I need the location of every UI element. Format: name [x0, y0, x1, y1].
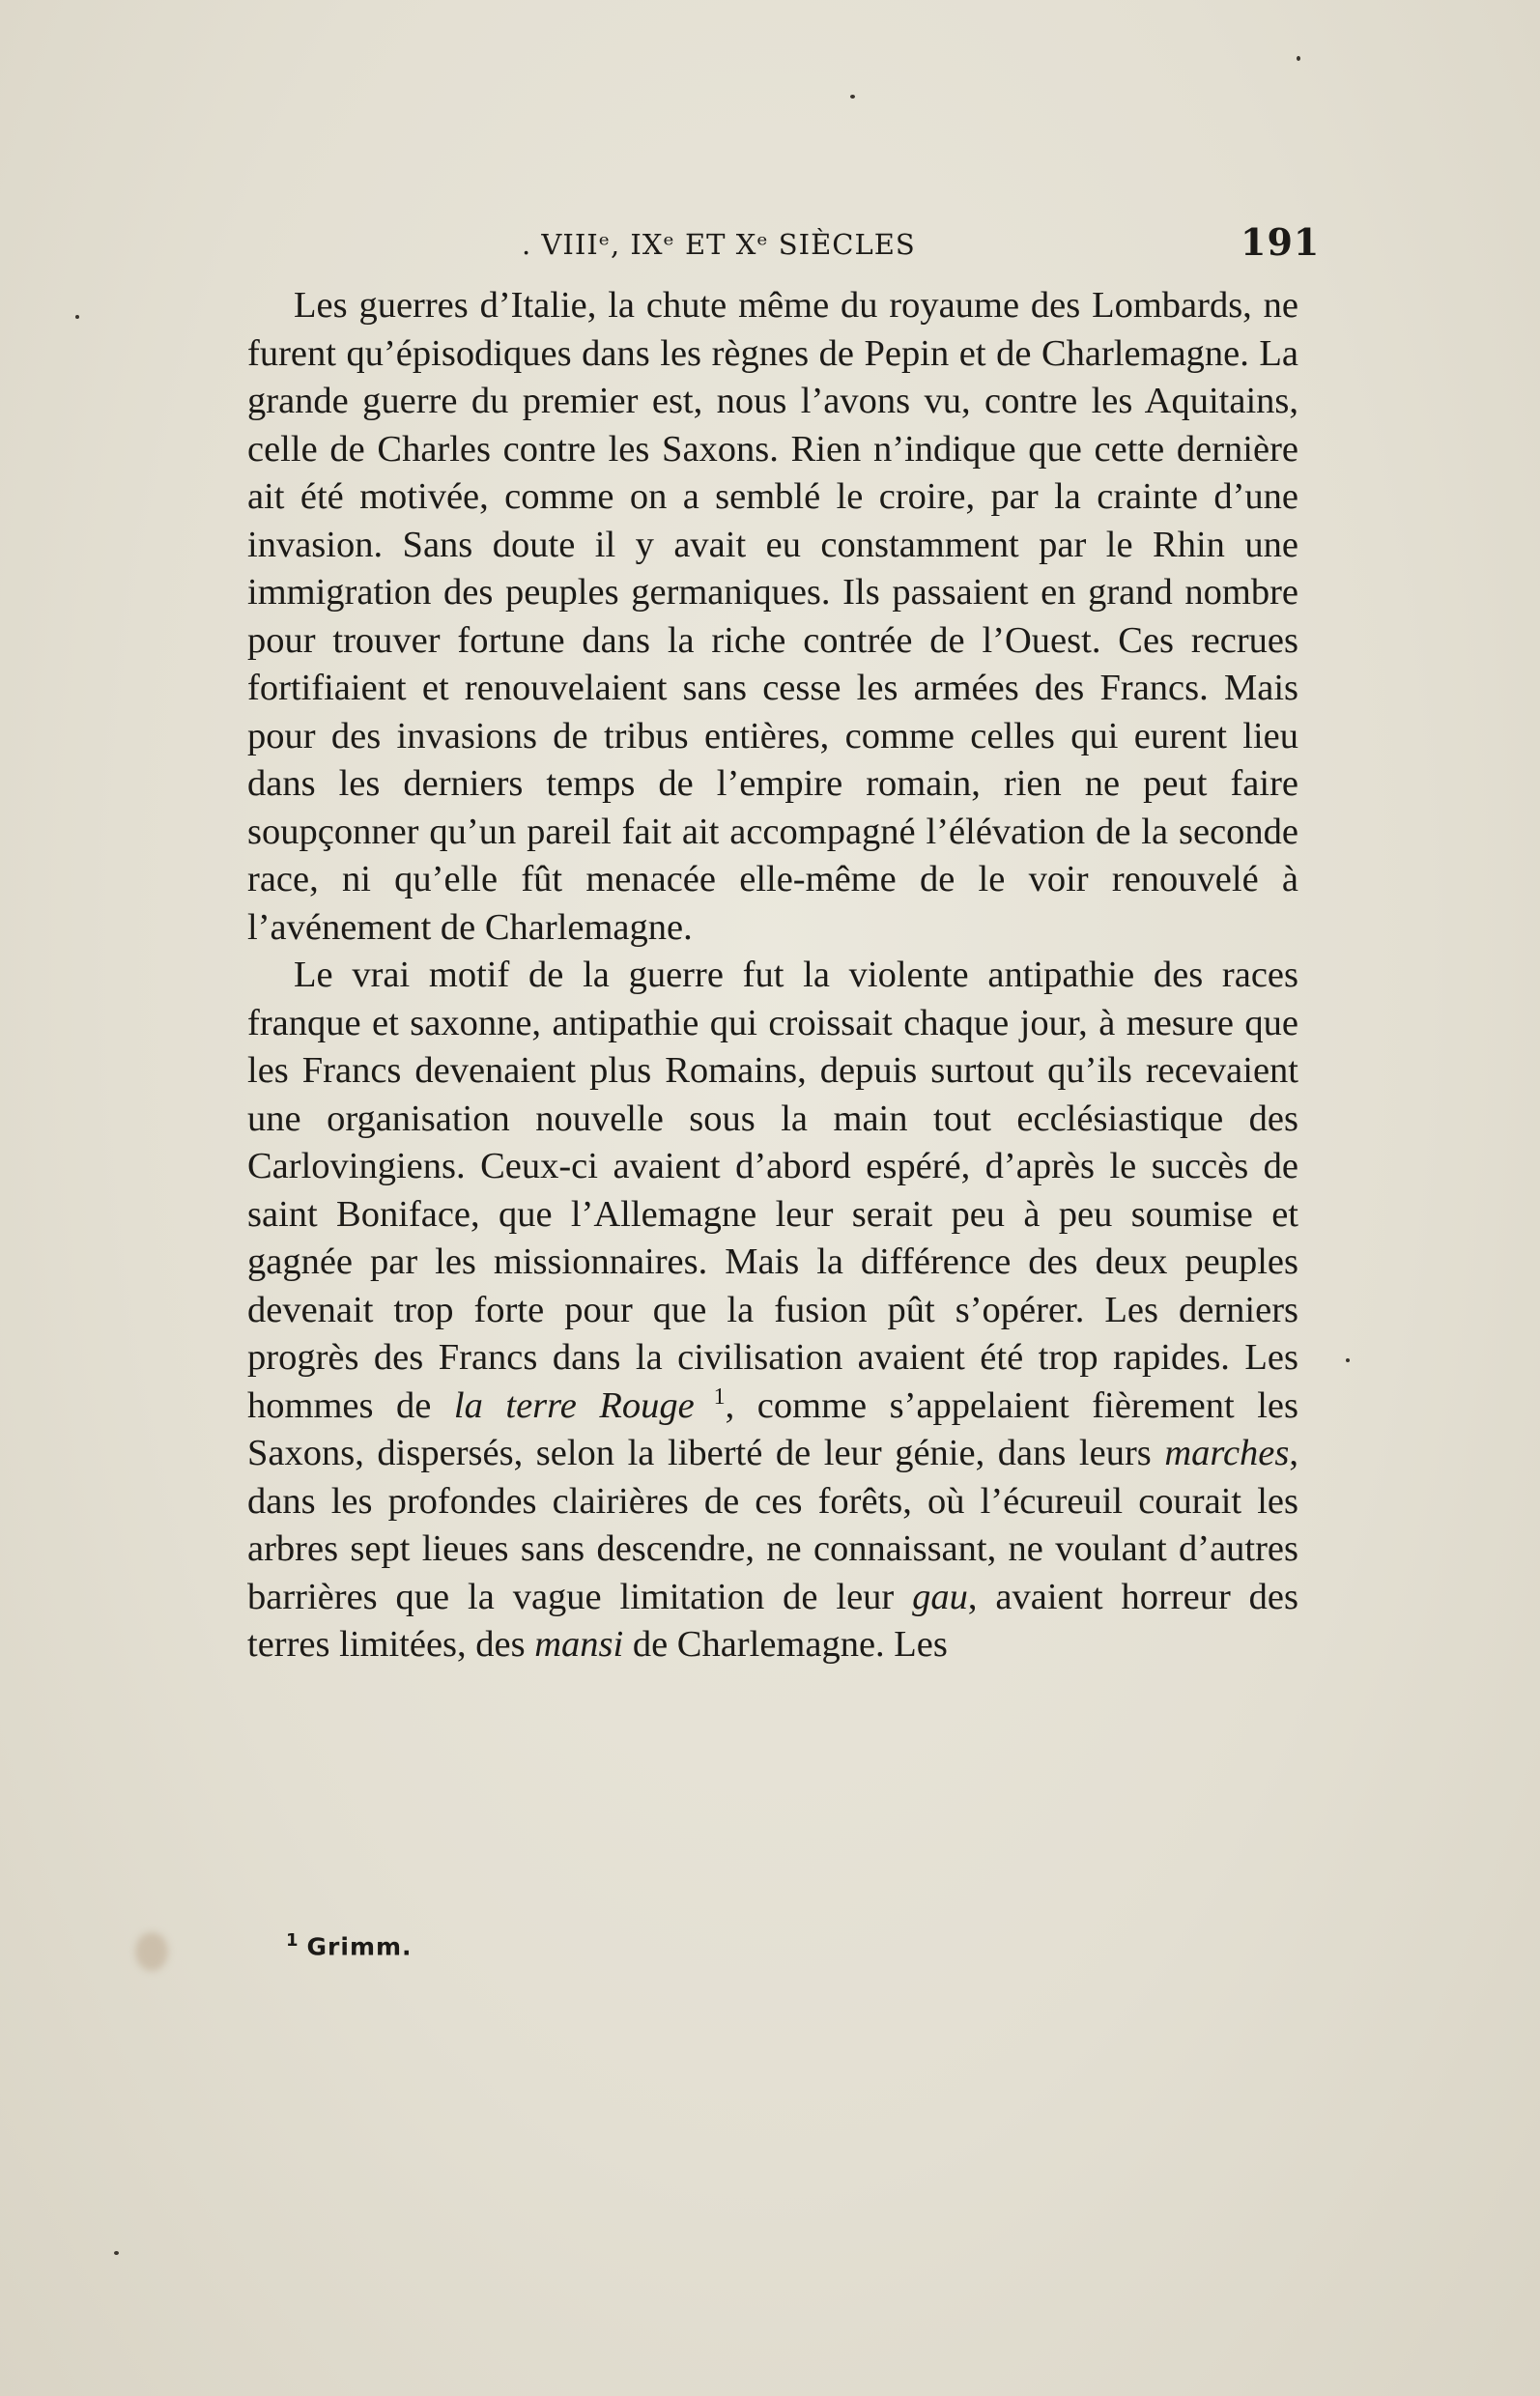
footnote: [286, 1930, 413, 1960]
footnote-text: Grimm.: [306, 1932, 413, 1961]
footnote-mark: 1: [286, 1930, 299, 1951]
paper-speck: [114, 2251, 119, 2255]
paper-speck: [1346, 1358, 1350, 1362]
text-run: de Charlemagne. Les: [623, 1624, 948, 1665]
text-run: , comme s’appelaient fièrement les Saxons, dispersés, selon la liberté de leur génie, dans leurs: [247, 1384, 1299, 1473]
paper-speck: [1297, 56, 1300, 61]
text-run: , avaient horreur des terres limitées, des: [247, 1576, 1298, 1665]
paragraph: [247, 952, 1298, 1669]
paper-speck: [850, 95, 855, 99]
body-text: [247, 282, 1298, 1669]
running-title: . VIIIᵉ, IXᵉ ET Xᵉ SIÈCLES: [522, 228, 916, 261]
footnote-ref: 1: [694, 1383, 726, 1410]
page-number: 191: [1241, 220, 1321, 264]
text-run: Les guerres d’Italie, la chute même du royaume des Lombards, ne furent qu’épisodiques dans les règnes de Pepin et de Charlemagne. La grande guerre du premier est, nous l’avons vu, contre les Aquitains, celle de Charles contre les Saxons. Rien n’indique que cette dernière ait été motivée, comme on a semblé le croire, par la crainte d’une invasion. Sans doute il y avait eu constamment par le Rhin une immigration des peuples germaniques. Ils passaient en grand nombre pour trouver fortune dans la riche contrée de l’Ouest. Ces recrues fortifiaient et renouvelaient sans cesse les armées des Francs. Mais pour des invasions de tribus entières, comme celles qui eurent lieu dans les derniers temps de l’empire romain, rien ne peut faire soupçonner qu’un pareil fait ait accompagné l’élévation de la seconde race, ni qu’elle fût menacée elle-même de le voir renouvelé à l’avénement de Charlemagne.: [247, 285, 1298, 948]
paper-stain: [135, 1932, 168, 1971]
paper-speck: [75, 315, 79, 319]
paragraph: [247, 282, 1298, 952]
italic-text: la terre Rouge: [453, 1384, 695, 1426]
italic-text: mansi: [534, 1624, 624, 1665]
text-run: Le vrai motif de la guerre fut la violente antipathie des races franque et saxonne, antipathie qui croissait chaque jour, à mesure que les Francs devenaient plus Romains, depuis surtout qu’ils recevaient une organisation nouvelle sous la main tout ecclésiastique des Carlovingiens. Ceux-ci avaient d’abord espéré, d’après le succès de saint Boniface, que l’Allemagne leur serait peu à peu soumise et gagnée par les missionnaires. Mais la différence des deux peuples devenait trop forte pour que la fusion pût s’opérer. Les derniers progrès des Francs dans la civilisation avaient été trop rapides. Les hommes de: [247, 955, 1298, 1426]
text-run: , dans les profondes clairières de ces forêts, où l’écureuil courait les arbres sept lieues sans descendre, ne connaissant, ne voulant d’autres barrières que la vague limitation de leur: [247, 1433, 1298, 1617]
italic-text: gau: [912, 1576, 968, 1617]
running-header: [522, 220, 1321, 269]
italic-text: marches: [1164, 1433, 1290, 1473]
